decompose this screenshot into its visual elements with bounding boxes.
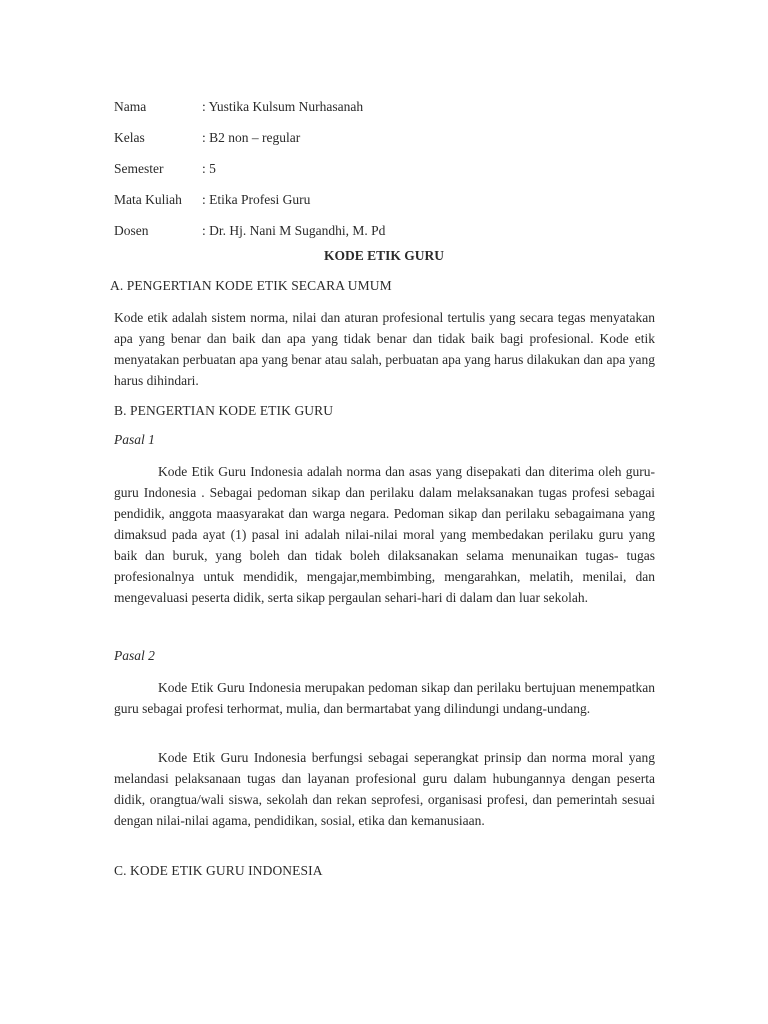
section-a-heading: A. PENGERTIAN KODE ETIK SECARA UMUM [110, 278, 392, 293]
pasal-2-paragraph-1: Kode Etik Guru Indonesia merupakan pedoman sikap dan perilaku bertujuan menempatkan guru sebagai profesi terhormat, mulia, dan bermartabat yang dilindungi undang-undang. [114, 680, 655, 716]
pasal-2-paragraph-2: Kode Etik Guru Indonesia berfungsi sebagai seperangkat prinsip dan norma moral yang melandasi pelaksanaan tugas dan layanan profesional guru dalam hubungannya dengan peserta didik, orangtua/wali siswa, sekolah dan rekan seprofesi, organisasi profesi, dan pemerintah sesuai dengan nilai-nilai agama, pendidikan, sosial, etika dan kemanusiaan. [114, 750, 655, 828]
pasal-2-label: Pasal 2 [114, 648, 155, 663]
info-value: : Etika Profesi Guru [202, 191, 311, 207]
info-row-semester [114, 154, 385, 185]
info-row-nama [114, 92, 385, 123]
info-row-dosen [114, 215, 385, 246]
info-value: : Dr. Hj. Nani M Sugandhi, M. Pd [202, 222, 386, 238]
section-b-heading: B. PENGERTIAN KODE ETIK GURU [114, 403, 334, 418]
info-row-mata-kuliah [114, 184, 385, 215]
student-info [114, 92, 385, 246]
info-label: Nama [114, 99, 147, 115]
info-value: : B2 non – regular [202, 130, 301, 146]
info-row-kelas [114, 123, 385, 154]
section-c-heading: C. KODE ETIK GURU INDONESIA [114, 863, 323, 878]
info-value: : 5 [202, 160, 216, 176]
info-label: Kelas [114, 130, 145, 146]
info-label: Dosen [114, 222, 149, 238]
info-label: Semester [114, 160, 164, 176]
pasal-1-paragraph: Kode Etik Guru Indonesia adalah norma dan asas yang disepakati dan diterima oleh guru-guru Indonesia . Sebagai pedoman sikap dan perilaku dalam melaksanakan tugas profesi sebagai pendidik, anggota maasyarakat dan warga negara. Pedoman sikap dan perilaku sebagaimana yang dimaksud pada ayat (1) pasal ini adalah nilai-nilai moral yang membedakan perilaku guru yang baik dan buruk, yang boleh dan tidak boleh dilaksanakan selama menunaikan tugas- tugas profesionalnya untuk mendidik, mengajar,membimbing, mengarahkan, melatih, menilai, dan mengevaluasi peserta didik, serta sikap pergaulan sehari-hari di dalam dan luar sekolah. [114, 464, 655, 605]
info-value: : Yustika Kulsum Nurhasanah [202, 99, 364, 115]
document-title: KODE ETIK GURU [323, 248, 445, 263]
info-label: Mata Kuliah [114, 191, 182, 207]
pasal-1-label: Pasal 1 [114, 432, 155, 447]
section-a-paragraph: Kode etik adalah sistem norma, nilai dan aturan profesional tertulis yang secara tegas menyatakan apa yang benar dan baik dan apa yang tidak benar dan tidak baik bagi profesional. Kode etik menyatakan perbuatan apa yang benar atau salah, perbuatan apa yang harus dilakukan dan apa yang harus dihindari. [114, 310, 655, 388]
